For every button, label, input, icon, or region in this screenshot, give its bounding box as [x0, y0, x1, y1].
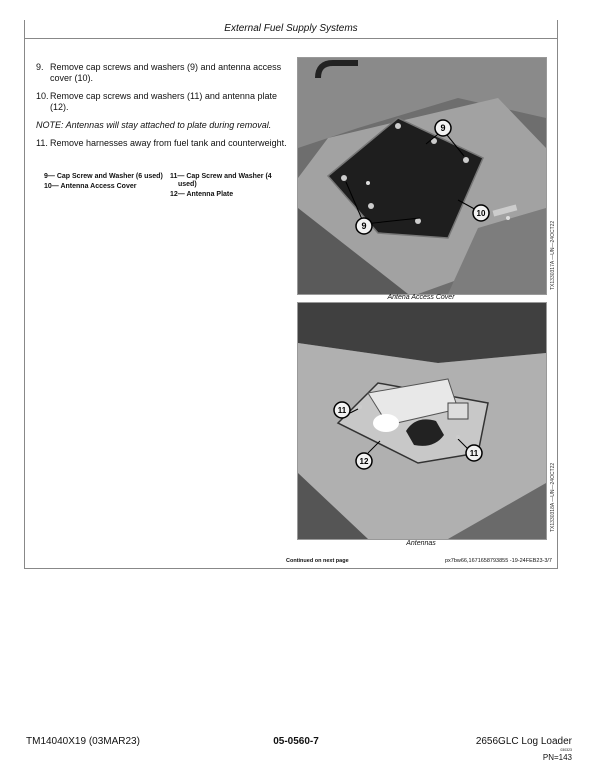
manual-id: TM14040X19 (03MAR23)	[26, 736, 140, 747]
image-caption: Antena Access Cover	[387, 294, 455, 301]
svg-text:11: 11	[469, 449, 479, 458]
svg-text:12: 12	[359, 457, 369, 466]
svg-text:9: 9	[361, 221, 367, 231]
step-9	[36, 62, 288, 84]
step-number: 9.	[36, 62, 44, 72]
machine-model: 2656GLC Log Loader	[475, 736, 572, 747]
callout-11-right	[466, 445, 482, 461]
note-text: NOTE: Antennas will stay attached to plate during removal.	[36, 120, 272, 130]
legend-item: 11— Cap Screw and Washer (4 used)	[170, 173, 272, 188]
legend-column-1	[44, 173, 166, 193]
page-number: 05-0560-7	[273, 736, 319, 747]
antennas-illustration	[298, 303, 546, 539]
svg-text:9: 9	[440, 123, 446, 133]
step-number: 11.	[36, 138, 48, 148]
step-11	[36, 138, 288, 149]
svg-text:11: 11	[337, 406, 347, 415]
legend-item: 10— Antenna Access Cover	[44, 183, 137, 190]
step-text: Remove harnesses away from fuel tank and counterweight.	[50, 138, 287, 148]
legend-column-2	[170, 173, 292, 201]
step-text: Remove cap screws and washers (9) and antenna access cover (10).	[50, 62, 282, 83]
antennas-photo	[297, 302, 547, 540]
callout-11-left	[334, 402, 350, 418]
callout-10	[473, 205, 489, 221]
legend-item: 9— Cap Screw and Washer (6 used)	[44, 173, 163, 180]
page-header	[24, 20, 558, 39]
antenna-access-cover-photo	[297, 57, 547, 295]
figure-code: TX1330318A —UN—24OCT22	[550, 462, 556, 532]
continued-notice: Continued on next page	[286, 558, 349, 564]
legend-item: 12— Antenna Plate	[170, 191, 234, 198]
pn-number: PN=143	[542, 753, 572, 762]
instruction-steps	[36, 62, 288, 156]
date-code: 030323	[560, 748, 572, 752]
callout-9-bottom	[356, 218, 372, 234]
figure-code: TX1330317A —UN—24OCT22	[550, 220, 556, 290]
step-text: Remove cap screws and washers (11) and antenna plate (12).	[50, 91, 277, 112]
section-title: External Fuel Supply Systems	[224, 23, 358, 34]
callout-12	[356, 453, 372, 469]
image-caption: Antennas	[406, 540, 436, 547]
step-number: 10.	[36, 91, 49, 101]
access-cover-illustration	[298, 58, 546, 294]
document-reference: px7bw66,1671658793855 -19-24FEB23-3/7	[444, 558, 552, 564]
callout-9-top	[435, 120, 451, 136]
step-10	[36, 91, 288, 113]
svg-text:10: 10	[476, 209, 486, 218]
